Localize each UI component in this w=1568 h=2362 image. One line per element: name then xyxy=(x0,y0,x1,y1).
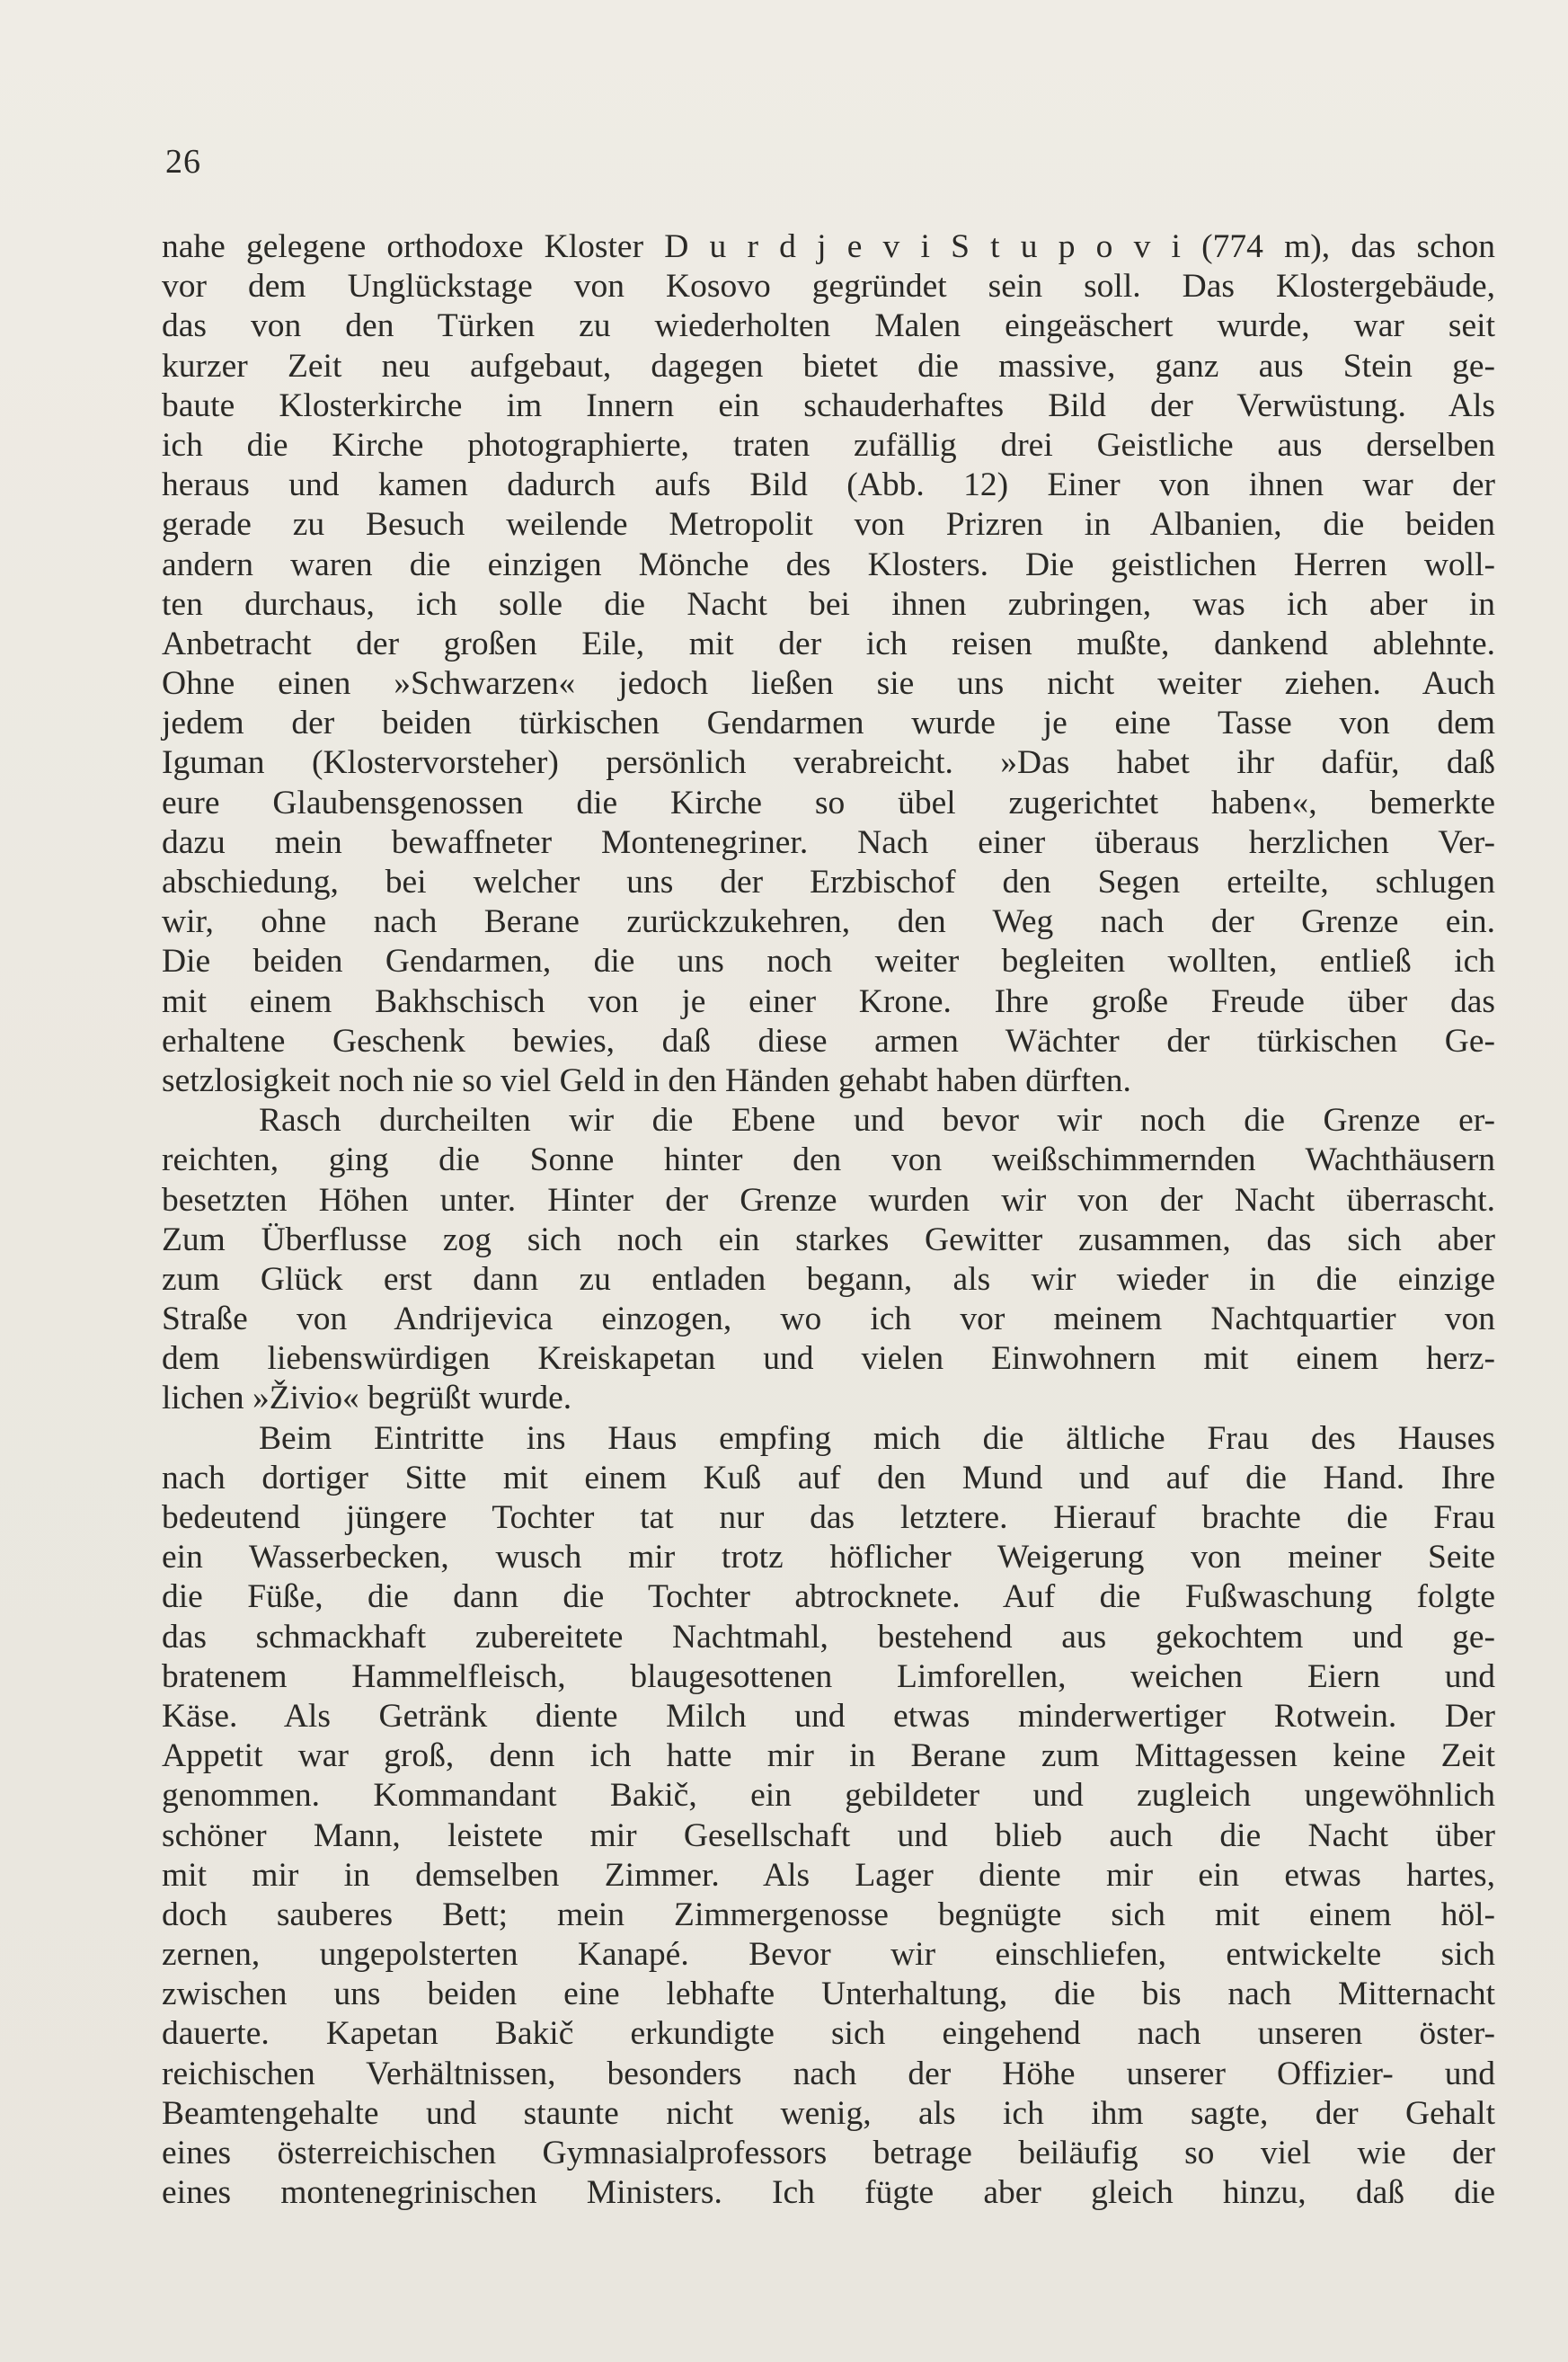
text-line: lichen »Živio« begrüßt wurde. xyxy=(162,1380,572,1417)
text-line: reichten, ging die Sonne hinter den von weißschimmernden Wachthäusern xyxy=(162,1141,1495,1179)
text-line: bratenem Hammelfleisch, blaugesottenen Limforellen, weichen Eiern und xyxy=(162,1657,1495,1695)
paragraph-3 xyxy=(162,1419,1495,2214)
text-line: Beamtengehalte und staunte nicht wenig, als ich ihm sagte, der Gehalt xyxy=(162,2094,1495,2132)
text-line: andern waren die einzigen Mönche des Klosters. Die geistlichen Herren woll- xyxy=(162,546,1495,583)
text-line: Zum Überflusse zog sich noch ein starkes Gewitter zusammen, das sich aber xyxy=(162,1221,1495,1258)
text-line: Ohne einen »Schwarzen« jedoch ließen sie uns nicht weiter ziehen. Auch xyxy=(162,665,1495,703)
text-line: nahe gelegene orthodoxe Kloster D u r d j e v i S t u p o v i (774 m), das schon xyxy=(162,228,1495,265)
text-line: Iguman (Klostervorsteher) persönlich verabreicht. »Das habet ihr dafür, daß xyxy=(162,744,1495,782)
text-line: Käse. Als Getränk diente Milch und etwas minderwertiger Rotwein. Der xyxy=(162,1697,1495,1735)
text-line: schöner Mann, leistete mir Gesellschaft und blieb auch die Nacht über xyxy=(162,1816,1495,1854)
text-line: genommen. Kommandant Bakič, ein gebildeter und zugleich ungewöhnlich xyxy=(162,1777,1495,1815)
text-line: Rasch durcheilten wir die Ebene und bevor wir noch die Grenze er- xyxy=(259,1102,1495,1140)
text-line: eines montenegrinischen Ministers. Ich fügte aber gleich hinzu, daß die xyxy=(162,2174,1495,2212)
body-text xyxy=(162,227,1495,2213)
text-line: mit mir in demselben Zimmer. Als Lager diente mir ein etwas hartes, xyxy=(162,1856,1495,1894)
text-line: zwischen uns beiden eine lebhafte Unterhaltung, die bis nach Mitternacht xyxy=(162,1976,1495,2013)
text-line: heraus und kamen dadurch aufs Bild (Abb. 12) Einer von ihnen war der xyxy=(162,466,1495,504)
text-line: ten durchaus, ich solle die Nacht bei ihnen zubringen, was ich aber in xyxy=(162,585,1495,623)
paragraph-2 xyxy=(162,1101,1495,1419)
text-line: Beim Eintritte ins Haus empfing mich die ältliche Frau des Hauses xyxy=(259,1419,1495,1457)
text-line: wir, ohne nach Berane zurückzukehren, den Weg nach der Grenze ein. xyxy=(162,903,1495,941)
text-line: ich die Kirche photographierte, traten zufällig drei Geistliche aus derselben xyxy=(162,426,1495,464)
paragraph-1 xyxy=(162,227,1495,1101)
text-line: mit einem Bakhschisch von je einer Krone. Ihre große Freude über das xyxy=(162,982,1495,1020)
text-line: kurzer Zeit neu aufgebaut, dagegen bietet die massive, ganz aus Stein ge- xyxy=(162,347,1495,385)
text-line: die Füße, die dann die Tochter abtrocknete. Auf die Fußwaschung folgte xyxy=(162,1578,1495,1616)
text-line: das schmackhaft zubereitete Nachtmahl, bestehend aus gekochtem und ge- xyxy=(162,1618,1495,1656)
text-line: das von den Türken zu wiederholten Malen eingeäschert wurde, war seit xyxy=(162,307,1495,345)
text-line: Straße von Andrijevica einzogen, wo ich vor meinem Nachtquartier von xyxy=(162,1301,1495,1338)
text-line: reichischen Verhältnissen, besonders nach der Höhe unserer Offizier- und xyxy=(162,2055,1495,2092)
text-line: nach dortiger Sitte mit einem Kuß auf den Mund und auf die Hand. Ihre xyxy=(162,1459,1495,1496)
text-line: erhaltene Geschenk bewies, daß diese armen Wächter der türkischen Ge- xyxy=(162,1022,1495,1060)
text-line: zernen, ungepolsterten Kanapé. Bevor wir einschliefen, entwickelte sich xyxy=(162,1936,1495,1974)
text-line: besetzten Höhen unter. Hinter der Grenze wurden wir von der Nacht überrascht. xyxy=(162,1181,1495,1219)
text-line: Die beiden Gendarmen, die uns noch weiter begleiten wollten, entließ ich xyxy=(162,943,1495,981)
text-line: vor dem Unglückstage von Kosovo gegründet sein soll. Das Klostergebäude, xyxy=(162,268,1495,306)
text-line: Appetit war groß, denn ich hatte mir in Berane zum Mittagessen keine Zeit xyxy=(162,1737,1495,1775)
text-line: dauerte. Kapetan Bakič erkundigte sich eingehend nach unseren öster- xyxy=(162,2015,1495,2053)
text-line: gerade zu Besuch weilende Metropolit von Prizren in Albanien, die beiden xyxy=(162,506,1495,544)
text-line: abschiedung, bei welcher uns der Erzbischof den Segen erteilte, schlugen xyxy=(162,864,1495,901)
text-line: baute Klosterkirche im Innern ein schauderhaftes Bild der Verwüstung. Als xyxy=(162,386,1495,424)
text-line: bedeutend jüngere Tochter tat nur das letztere. Hierauf brachte die Frau xyxy=(162,1499,1495,1536)
text-line: dazu mein bewaffneter Montenegriner. Nach einer überaus herzlichen Ver- xyxy=(162,823,1495,861)
text-line: ein Wasserbecken, wusch mir trotz höflicher Weigerung von meiner Seite xyxy=(162,1539,1495,1576)
page-number: 26 xyxy=(165,143,201,181)
text-line: eines österreichischen Gymnasialprofessors betrage beiläufig so viel wie der xyxy=(162,2135,1495,2171)
text-line: dem liebenswürdigen Kreiskapetan und vielen Einwohnern mit einem herz- xyxy=(162,1340,1495,1378)
text-line: setzlosigkeit noch nie so viel Geld in den Händen gehabt haben dürften. xyxy=(162,1061,1131,1099)
text-line: zum Glück erst dann zu entladen begann, als wir wieder in die einzige xyxy=(162,1260,1495,1298)
text-line: eure Glaubensgenossen die Kirche so übel zugerichtet haben«, bemerkte xyxy=(162,784,1495,821)
text-line: doch sauberes Bett; mein Zimmergenosse begnügte sich mit einem höl- xyxy=(162,1896,1495,1933)
text-line: jedem der beiden türkischen Gendarmen wurde je eine Tasse von dem xyxy=(162,705,1495,742)
text-line: Anbetracht der großen Eile, mit der ich reisen mußte, dankend ablehnte. xyxy=(162,625,1495,662)
